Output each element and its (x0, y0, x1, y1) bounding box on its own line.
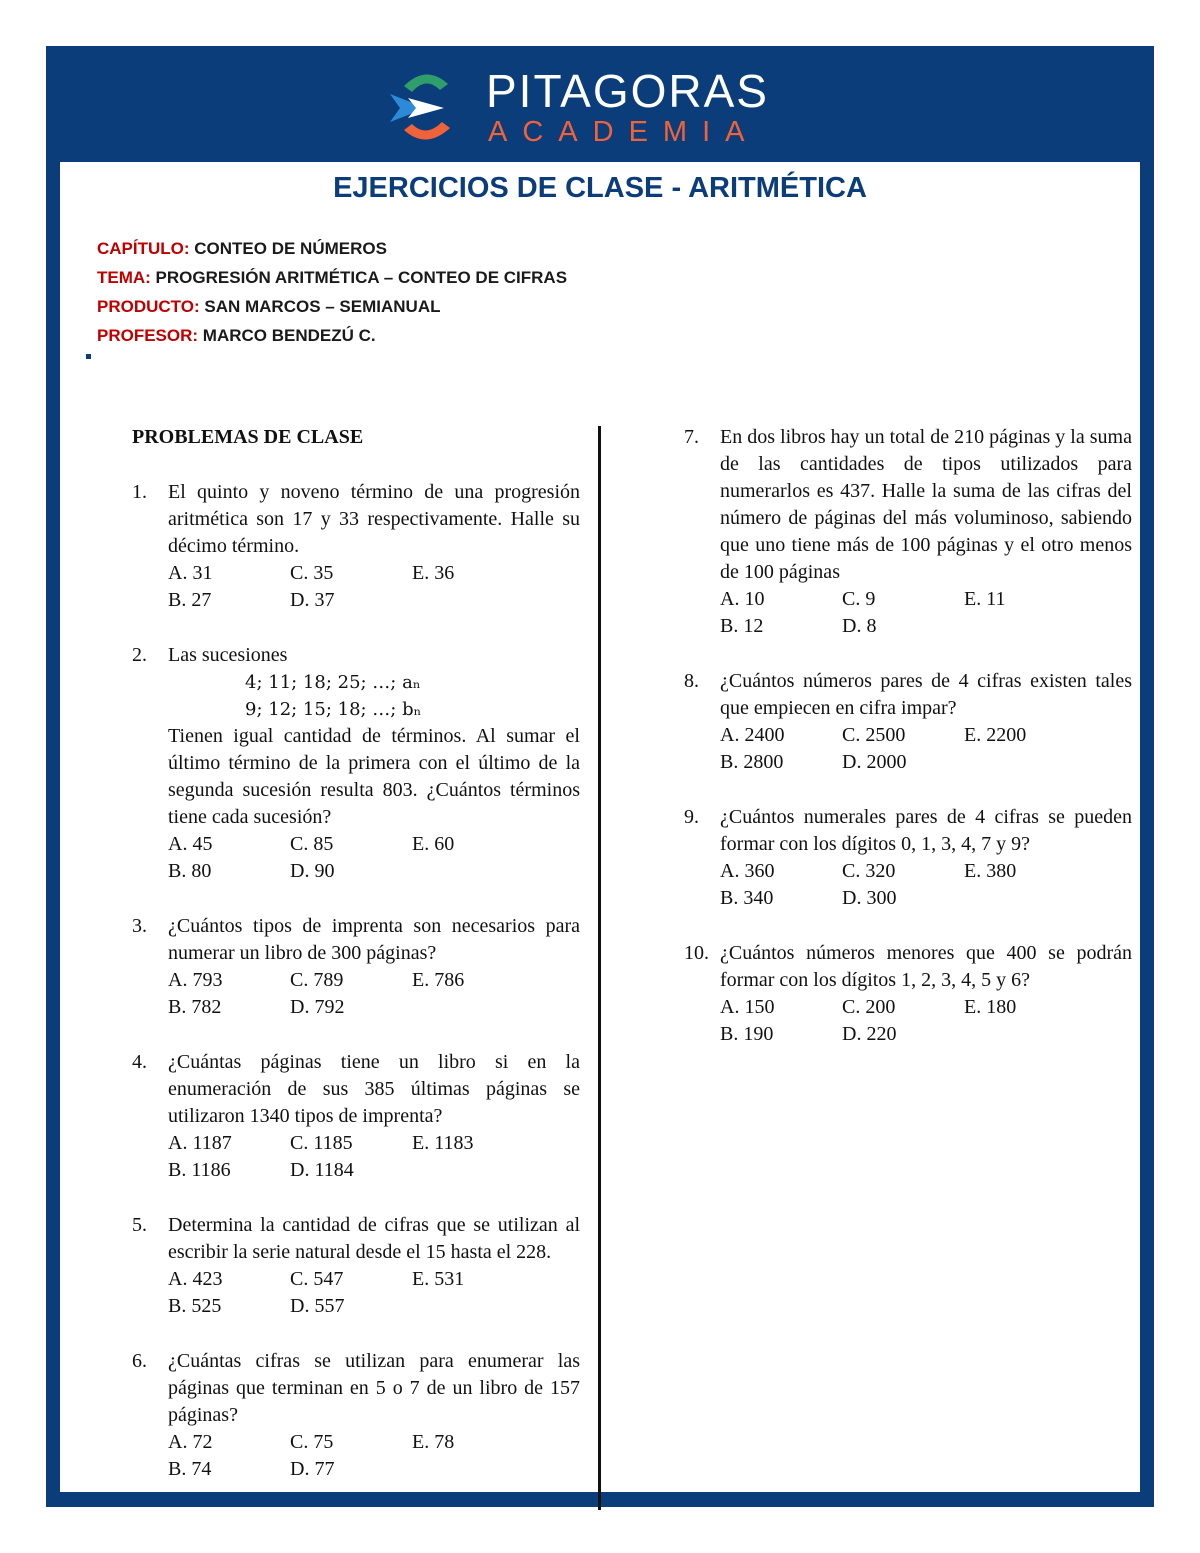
answer-option: A. 2400 (720, 724, 785, 746)
answer-option: D. 37 (290, 589, 335, 611)
problem-number: 2. (132, 644, 147, 666)
answer-option: C. 1185 (290, 1132, 353, 1154)
problem-item (132, 479, 580, 614)
problem-text: Determina la cantidad de cifras que se utilizan al escribir la serie natural desde el 15 hasta el 228. (168, 1214, 580, 1263)
answer-option: A. 793 (168, 969, 223, 991)
answer-option: B. 525 (168, 1295, 222, 1317)
meta-chapter: CAPÍTULO: CONTEO DE NÚMEROS (97, 239, 387, 258)
brand-header (46, 46, 1154, 162)
problem-text: Las sucesiones (168, 644, 288, 666)
problem-text: ¿Cuántas cifras se utilizan para enumerar las páginas que terminan en 5 o 7 de un libro de 157 páginas? (168, 1350, 580, 1426)
answer-option: D. 77 (290, 1458, 335, 1480)
column-divider (598, 426, 601, 1510)
answer-option: A. 150 (720, 996, 775, 1018)
problem-item (684, 668, 1132, 776)
answer-option: A. 1187 (168, 1132, 232, 1154)
answer-option: E. 380 (964, 860, 1017, 882)
answer-options (168, 1266, 580, 1320)
problem-number: 3. (132, 915, 147, 937)
answer-option: D. 300 (842, 887, 897, 909)
answer-option: C. 9 (842, 588, 876, 610)
answer-option: E. 786 (412, 969, 465, 991)
answer-option: B. 12 (720, 615, 764, 637)
answer-option: A. 31 (168, 562, 213, 584)
answer-options (720, 722, 1132, 776)
answer-option: C. 789 (290, 969, 344, 991)
problem-text: En dos libros hay un total de 210 páginas y la suma de las cantidades de tipos utilizados para numerarlos es 437. Halle la suma de las cifras del número de páginas del más voluminoso, sabiendo que uno tiene más de 100 páginas y el otro menos de 100 páginas (720, 426, 1132, 583)
problem-number: 5. (132, 1214, 147, 1236)
answer-options (168, 1130, 580, 1184)
problem-text: ¿Cuántos numerales pares de 4 cifras se pueden formar con los dígitos 0, 1, 3, 4, 7 y 9? (720, 806, 1132, 855)
answer-option: C. 85 (290, 833, 334, 855)
answer-option: A. 423 (168, 1268, 223, 1290)
document-title: EJERCICIOS DE CLASE - ARITMÉTICA (333, 172, 867, 204)
problem-item (132, 913, 580, 1021)
problem-item (684, 940, 1132, 1048)
answer-options (168, 967, 580, 1021)
answer-option: E. 180 (964, 996, 1017, 1018)
problem-number: 9. (684, 806, 699, 828)
sequence-line: 9; 12; 15; 18; …; bₙ (245, 699, 422, 720)
problem-item (132, 1348, 580, 1483)
answer-option: A. 72 (168, 1431, 213, 1453)
answer-options (168, 831, 580, 885)
bullet-marker (86, 354, 91, 359)
problem-text: ¿Cuántos números pares de 4 cifras existen tales que empiecen en cifra impar? (720, 670, 1132, 719)
answer-option: D. 1184 (290, 1159, 354, 1181)
left-column (132, 424, 580, 1511)
answer-option: B. 27 (168, 589, 212, 611)
page-frame (46, 46, 1154, 1507)
answer-option: B. 80 (168, 860, 212, 882)
problem-text: El quinto y noveno término de una progresión aritmética son 17 y 33 respectivamente. Halle su décimo término. (168, 481, 580, 557)
answer-option: E. 1183 (412, 1132, 474, 1154)
answer-option: A. 360 (720, 860, 775, 882)
academy-logo-icon (386, 68, 466, 144)
problem-number: 10. (684, 942, 709, 964)
answer-options (168, 560, 580, 614)
problem-number: 6. (132, 1350, 147, 1372)
document-body (60, 162, 1140, 1492)
answer-option: B. 190 (720, 1023, 774, 1045)
answer-option: E. 78 (412, 1431, 455, 1453)
answer-option: E. 531 (412, 1268, 465, 1290)
sequence-line: 4; 11; 18; 25; …; aₙ (245, 672, 421, 693)
answer-option: D. 90 (290, 860, 335, 882)
answer-option: D. 8 (842, 615, 877, 637)
problem-number: 4. (132, 1051, 147, 1073)
answer-option: E. 2200 (964, 724, 1027, 746)
answer-option: B. 782 (168, 996, 222, 1018)
problem-number: 7. (684, 426, 699, 448)
meta-product: PRODUCTO: SAN MARCOS – SEMIANUAL (97, 297, 441, 316)
answer-option: C. 2500 (842, 724, 906, 746)
problem-text: ¿Cuántos tipos de imprenta son necesarios para numerar un libro de 300 páginas? (168, 915, 580, 964)
problem-number: 1. (132, 481, 147, 503)
answer-option: E. 11 (964, 588, 1006, 610)
answer-option: C. 75 (290, 1431, 334, 1453)
problem-text-continued: Tienen igual cantidad de términos. Al sumar el último término de la primera con el último de la segunda sucesión resulta 803. ¿Cuántos términos tiene cada sucesión? (168, 725, 580, 828)
answer-option: D. 2000 (842, 751, 907, 773)
answer-option: B. 340 (720, 887, 774, 909)
answer-option: B. 74 (168, 1458, 212, 1480)
answer-options (168, 1429, 580, 1483)
answer-option: C. 35 (290, 562, 334, 584)
answer-option: D. 220 (842, 1023, 897, 1045)
answer-option: C. 320 (842, 860, 896, 882)
document-meta (97, 234, 567, 350)
section-title: PROBLEMAS DE CLASE (132, 426, 364, 448)
meta-teacher: PROFESOR: MARCO BENDEZÚ C. (97, 326, 376, 345)
problem-item (132, 1212, 580, 1320)
answer-option: C. 200 (842, 996, 896, 1018)
answer-option: C. 547 (290, 1268, 344, 1290)
right-column (684, 424, 1132, 1076)
answer-option: B. 1186 (168, 1159, 231, 1181)
answer-option: A. 10 (720, 588, 765, 610)
problem-item (684, 424, 1132, 640)
answer-option: D. 792 (290, 996, 345, 1018)
meta-topic: TEMA: PROGRESIÓN ARITMÉTICA – CONTEO DE CIFRAS (97, 268, 568, 287)
answer-option: A. 45 (168, 833, 213, 855)
answer-option: B. 2800 (720, 751, 784, 773)
problem-item (684, 804, 1132, 912)
answer-option: E. 60 (412, 833, 455, 855)
answer-options (720, 858, 1132, 912)
answer-option: D. 557 (290, 1295, 345, 1317)
problem-text: ¿Cuántos números menores que 400 se podrán formar con los dígitos 1, 2, 3, 4, 5 y 6? (720, 942, 1132, 991)
answer-options (720, 586, 1132, 640)
problem-item (132, 1049, 580, 1184)
answer-options (720, 994, 1132, 1048)
problem-text: ¿Cuántas páginas tiene un libro si en la enumeración de sus 385 últimas páginas se utilizaron 1340 tipos de imprenta? (168, 1051, 580, 1127)
brand-subtitle: ACADEMIA (488, 116, 760, 148)
problem-number: 8. (684, 670, 699, 692)
problem-item (132, 642, 580, 885)
brand-name: PITAGORAS (486, 65, 769, 117)
answer-option: E. 36 (412, 562, 455, 584)
